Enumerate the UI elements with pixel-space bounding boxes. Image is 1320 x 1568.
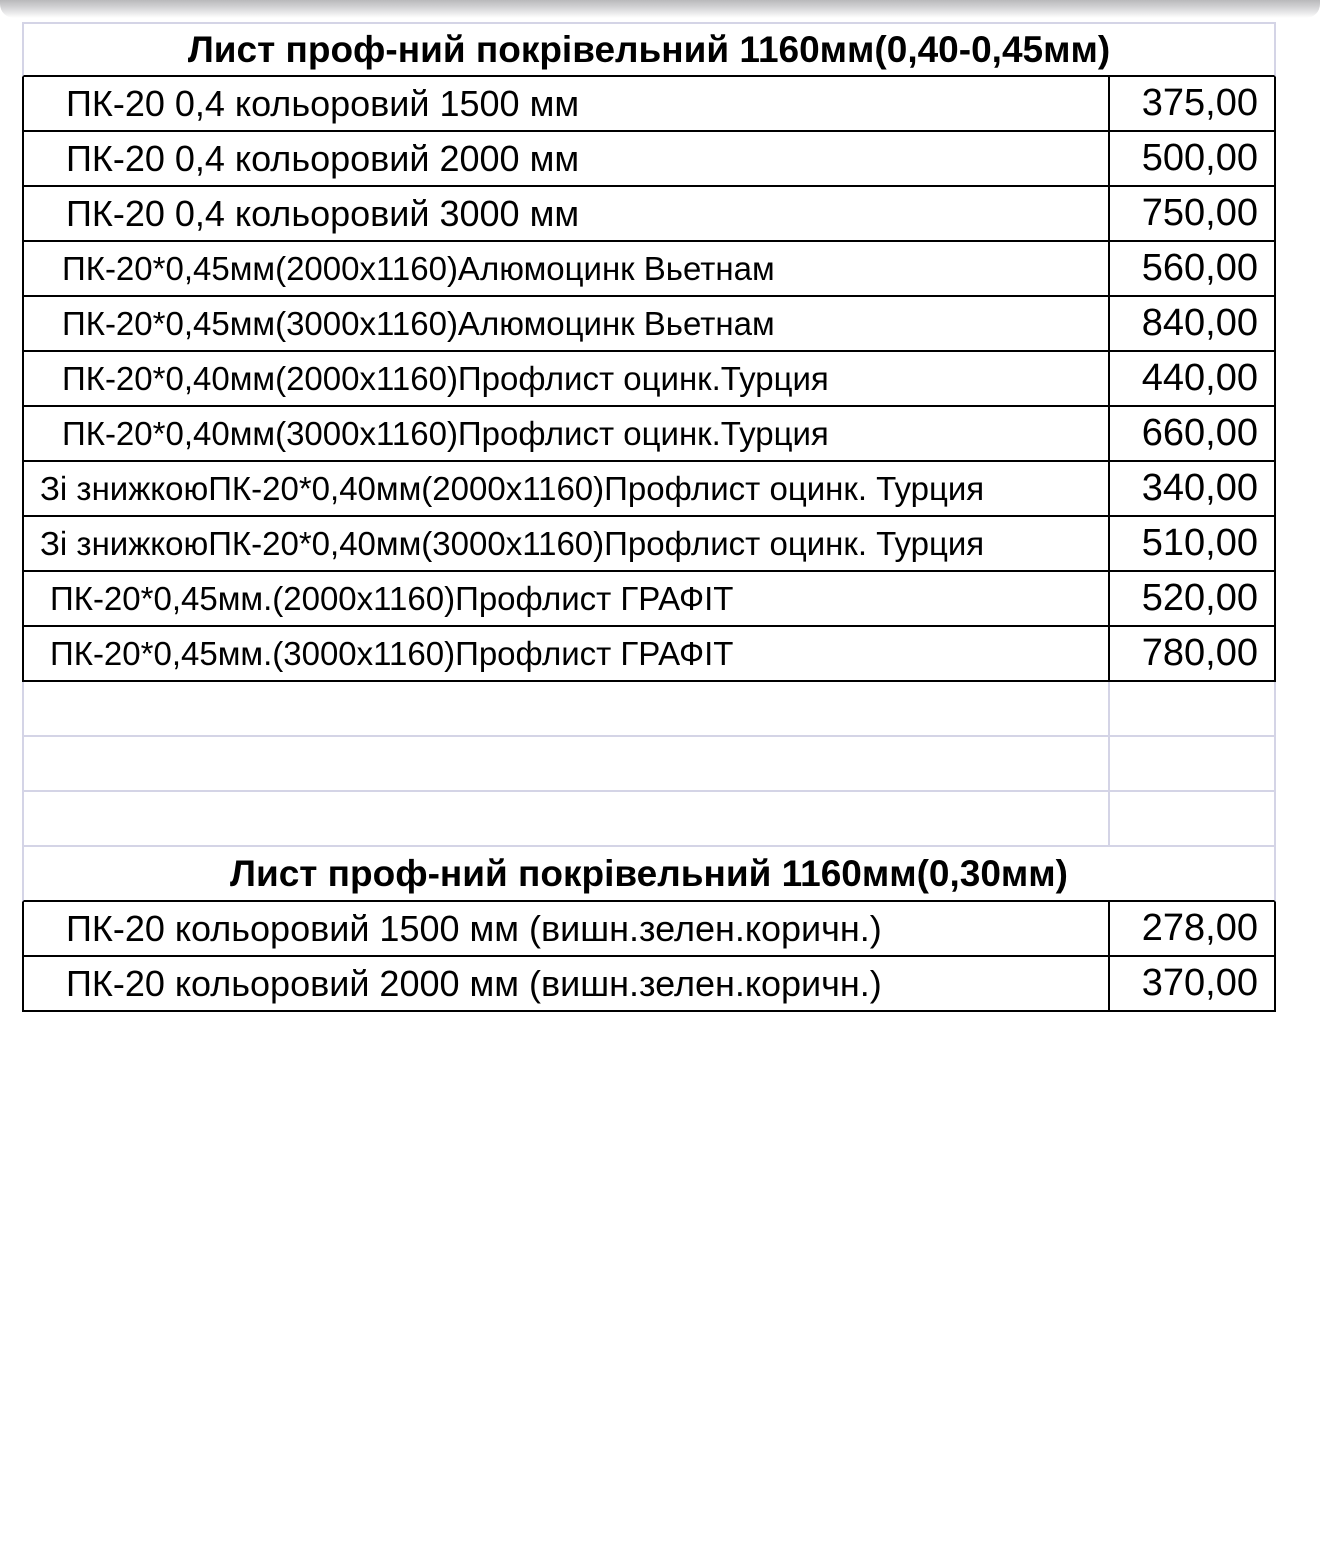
item-name: ПК-20 0,4 кольоровий 2000 мм bbox=[22, 132, 1110, 185]
table-row bbox=[22, 132, 1276, 187]
top-edge-shadow bbox=[0, 0, 1320, 18]
empty-cell bbox=[22, 737, 1110, 790]
empty-cell bbox=[22, 792, 1110, 845]
item-price: 520,00 bbox=[1110, 572, 1276, 625]
item-price: 510,00 bbox=[1110, 517, 1276, 570]
table-row bbox=[22, 407, 1276, 462]
item-name: Зі знижкоюПК-20*0,40мм(3000х1160)Профлист оцинк. Турция bbox=[22, 517, 1110, 570]
item-price: 660,00 bbox=[1110, 407, 1276, 460]
item-name: ПК-20*0,45мм(3000х1160)Алюмоцинк Вьетнам bbox=[22, 297, 1110, 350]
item-name: ПК-20*0,40мм(2000х1160)Профлист оцинк.Турция bbox=[22, 352, 1110, 405]
item-price: 560,00 bbox=[1110, 242, 1276, 295]
item-name: ПК-20 кольоровий 1500 мм (вишн.зелен.коричн.) bbox=[22, 902, 1110, 955]
table-row bbox=[22, 242, 1276, 297]
empty-row bbox=[22, 737, 1276, 792]
table-row bbox=[22, 957, 1276, 1012]
empty-cell bbox=[1110, 737, 1276, 790]
item-name: ПК-20 0,4 кольоровий 3000 мм bbox=[22, 187, 1110, 240]
section-2-title: Лист проф-ний покрівельний 1160мм(0,30мм) bbox=[22, 847, 1276, 902]
item-price: 840,00 bbox=[1110, 297, 1276, 350]
item-name: ПК-20*0,45мм(2000х1160)Алюмоцинк Вьетнам bbox=[22, 242, 1110, 295]
item-price: 340,00 bbox=[1110, 462, 1276, 515]
empty-row bbox=[22, 792, 1276, 847]
table-row bbox=[22, 77, 1276, 132]
table-row bbox=[22, 627, 1276, 682]
item-name: ПК-20*0,45мм.(2000х1160)Профлист ГРАФІТ bbox=[22, 572, 1110, 625]
item-price: 750,00 bbox=[1110, 187, 1276, 240]
item-price: 780,00 bbox=[1110, 627, 1276, 680]
empty-cell bbox=[22, 682, 1110, 735]
item-price: 370,00 bbox=[1110, 957, 1276, 1010]
item-name: ПК-20*0,40мм(3000х1160)Профлист оцинк.Турция bbox=[22, 407, 1110, 460]
item-name: ПК-20 кольоровий 2000 мм (вишн.зелен.коричн.) bbox=[22, 957, 1110, 1010]
table-row bbox=[22, 352, 1276, 407]
table-row bbox=[22, 517, 1276, 572]
item-price: 375,00 bbox=[1110, 77, 1276, 130]
empty-row bbox=[22, 682, 1276, 737]
item-price: 278,00 bbox=[1110, 902, 1276, 955]
item-name: Зі знижкоюПК-20*0,40мм(2000х1160)Профлист оцинк. Турция bbox=[22, 462, 1110, 515]
table-row bbox=[22, 187, 1276, 242]
empty-cell bbox=[1110, 682, 1276, 735]
table-row bbox=[22, 297, 1276, 352]
item-price: 500,00 bbox=[1110, 132, 1276, 185]
empty-cell bbox=[1110, 792, 1276, 845]
item-name: ПК-20*0,45мм.(3000х1160)Профлист ГРАФІТ bbox=[22, 627, 1110, 680]
section-1-title: Лист проф-ний покрівельний 1160мм(0,40-0,45мм) bbox=[22, 22, 1276, 77]
item-price: 440,00 bbox=[1110, 352, 1276, 405]
price-sheet bbox=[22, 22, 1276, 1012]
table-row bbox=[22, 902, 1276, 957]
table-row bbox=[22, 572, 1276, 627]
item-name: ПК-20 0,4 кольоровий 1500 мм bbox=[22, 77, 1110, 130]
table-row bbox=[22, 462, 1276, 517]
